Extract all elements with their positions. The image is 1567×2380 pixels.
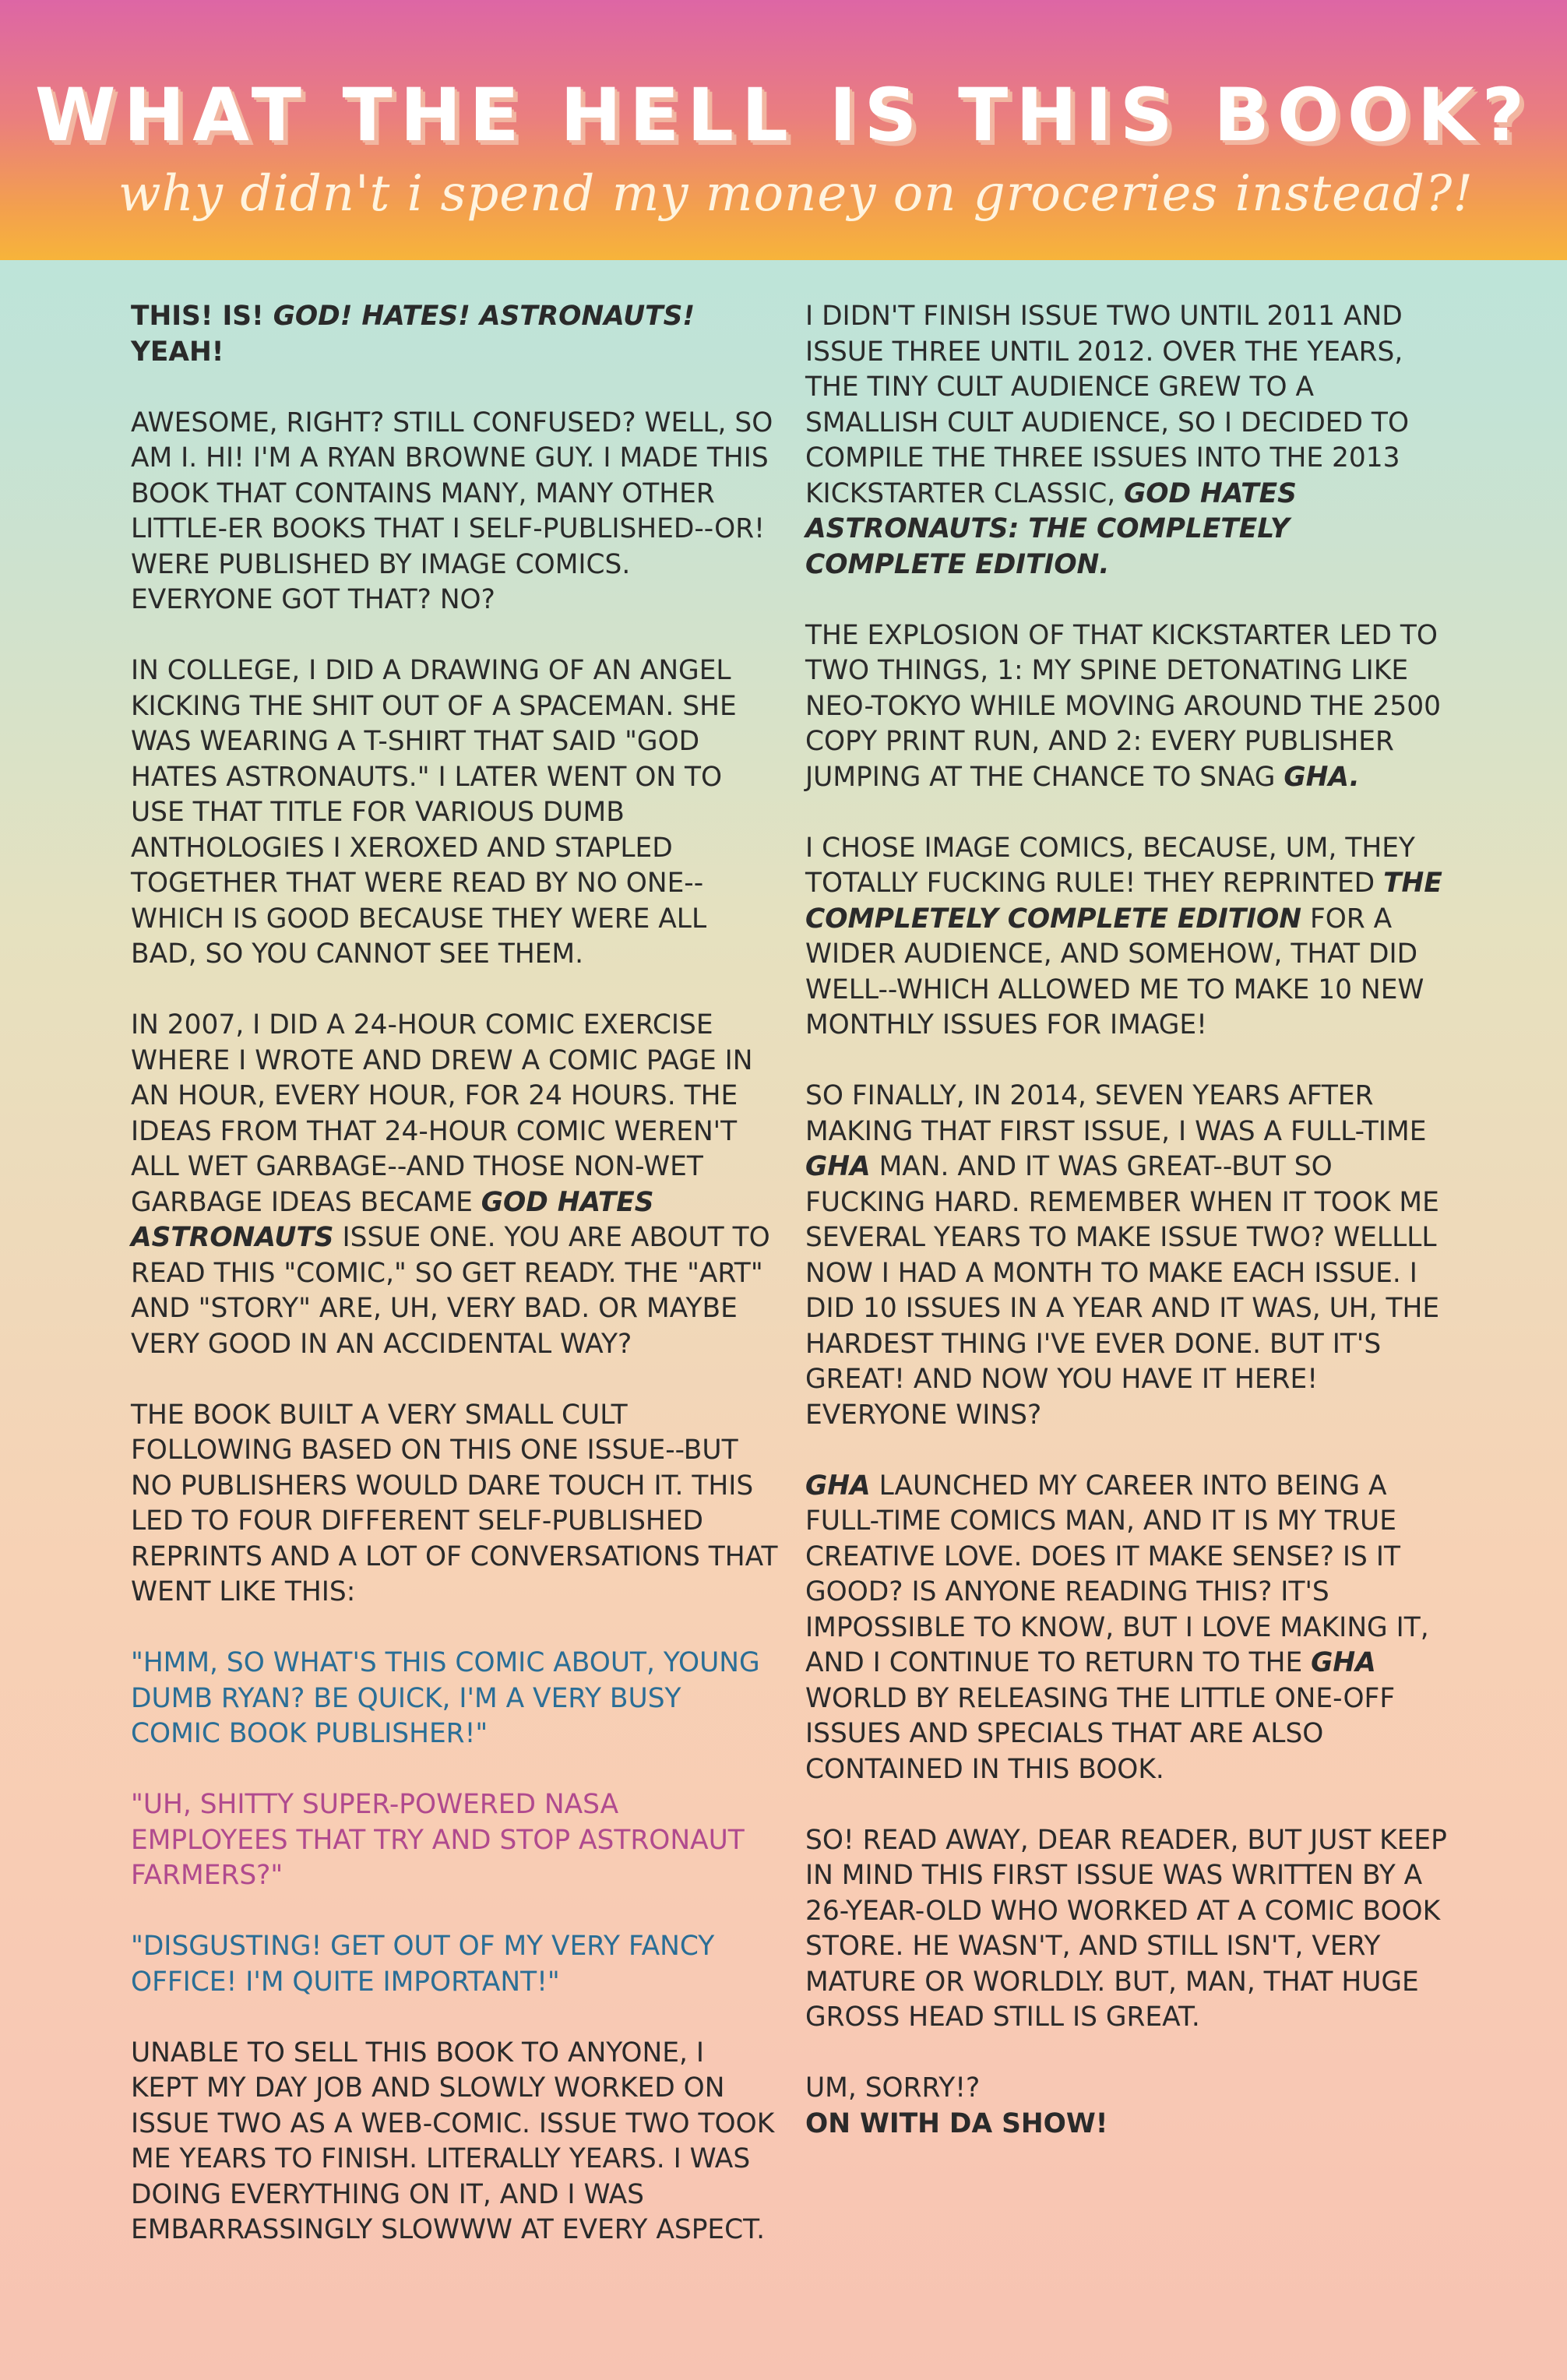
kickstarter-a: THE EXPLOSION OF THAT KICKSTARTER LED TO TWO THINGS, 1: MY SPINE DETONATING LIKE NEO-TOKYO WHILE MOVING AROUND THE 2500 COPY PRINT RUN, AND 2: EVERY PUBLISHER JUMPING AT THE CHANCE TO SNAG [805,619,1442,793]
kickstarter-gha: GHA. [1284,761,1360,793]
image-c: FOR A WIDER AUDIENCE, AND SOMEHOW, THAT DID WELL--WHICH ALLOWED ME TO MAKE 10 NEW MONTHLY ISSUES FOR IMAGE! [805,903,1424,1040]
closing-sorry: UM, SORRY!? [805,2072,981,2104]
issue-two-edition: GOD HATES ASTRONAUTS: THE COMPLETELY COMPLETE EDITION. [805,477,1297,580]
intro-paragraph [131,299,779,370]
paragraph-read-away: SO! READ AWAY, DEAR READER, BUT JUST KEEP IN MIND THIS FIRST ISSUE WAS WRITTEN BY A 26-YEAR-OLD WHO WORKED AT A COMIC BOOK STORE. HE WASN'T, AND STILL ISN'T, VERY MATURE OR WORLDLY. BUT, MAN, THAT HUGE GROSS HEAD STILL IS GREAT. [805,1824,1447,2033]
quote-publisher-2: "DISGUSTING! GET OUT OF MY VERY FANCY OFFICE! I'M QUITE IMPORTANT!" [131,1931,715,1998]
page-title: WHAT THE HELL IS THIS BOOK? [34,73,1533,158]
right-column [805,299,1453,2142]
left-column [131,299,779,2248]
paragraph-unable-to-sell: UNABLE TO SELL THIS BOOK TO ANYONE, I KEPT MY DAY JOB AND SLOWLY WORKED ON ISSUE TWO AS A WEB-COMIC. ISSUE TWO TOOK ME YEARS TO FINISH. LITERALLY YEARS. I WAS DOING EVERYTHING ON IT, AND I WAS EMBARRASSINGLY SLOWWW AT EVERY ASPECT. [131,2037,775,2245]
image-edition: THE COMPLETELY COMPLETE EDITION [805,868,1442,935]
intro-text-title: GOD! HATES! ASTRONAUTS! [273,301,695,332]
paragraph-image-comics [805,831,1453,1044]
p2007-a: IN 2007, I DID A 24-HOUR COMIC EXERCISE WHERE I WROTE AND DREW A COMIC PAGE IN AN HOUR, EVERY HOUR, FOR 24 HOURS. THE IDEAS FROM THAT 24-HOUR COMIC WEREN'T ALL WET GARBAGE--AND THOSE NON-WET GARBAGE IDEAS BECAME [131,1009,753,1218]
issue-two-a: I DIDN'T FINISH ISSUE TWO UNTIL 2011 AND ISSUE THREE UNTIL 2012. OVER THE YEARS, THE TINY CULT AUDIENCE GREW TO A SMALLISH CULT AUDIENCE, SO I DECIDED TO COMPILE THE THREE ISSUES INTO THE 2013 KICKSTARTER CLASSIC, [805,301,1410,509]
paragraph-2007 [131,1008,779,1362]
paragraph-cult-following: THE BOOK BUILT A VERY SMALL CULT FOLLOWING BASED ON THIS ONE ISSUE--BUT NO PUBLISHERS WOULD DARE TOUCH IT. THIS LED TO FOUR DIFFERENT SELF-PUBLISHED REPRINTS AND A LOT OF CONVERSATIONS THAT WENT LIKE THIS: [131,1399,778,1607]
career-d: WORLD BY RELEASING THE LITTLE ONE-OFF ISSUES AND SPECIALS THAT ARE ALSO CONTAINED IN THIS BOOK. [805,1682,1396,1785]
career-b: LAUNCHED MY CAREER INTO BEING A FULL-TIME COMICS MAN, AND IT IS MY TRUE CREATIVE LOVE. DOES IT MAKE SENSE? IS IT GOOD? IS ANYONE READING THIS? IT'S IMPOSSIBLE TO KNOW, BUT I LOVE MAKING IT, AND I CONTINUE TO RETURN TO THE [805,1470,1429,1678]
paragraph-closing [805,2071,1453,2142]
p2014-gha: GHA [805,1151,871,1182]
paragraph-career [805,1469,1453,1788]
p2007-title: GOD HATES ASTRONAUTS [131,1186,654,1253]
intro-text-c: YEAH! [131,336,224,368]
image-a: I CHOSE IMAGE COMICS, BECAUSE, UM, THEY TOTALLY FUCKING RULE! THEY REPRINTED [805,832,1415,899]
p2007-c: ISSUE ONE. YOU ARE ABOUT TO READ THIS "COMIC," SO GET READY. THE "ART" AND "STORY" ARE, UH, VERY BAD. OR MAYBE VERY GOOD IN AN ACCIDENTAL WAY? [131,1222,770,1360]
closing-show: ON WITH DA SHOW! [805,2107,1108,2139]
page-subtitle: why didn't i spend my money on groceries instead?! [118,165,1474,223]
intro-text-a: THIS! IS! [131,301,273,332]
paragraph-kickstarter [805,618,1453,796]
career-gha-1: GHA [805,1470,871,1502]
header-banner [0,0,1567,260]
p2014-a: SO FINALLY, IN 2014, SEVEN YEARS AFTER MAKING THAT FIRST ISSUE, I WAS A FULL-TIME [805,1080,1427,1147]
p2014-c: MAN. AND IT WAS GREAT--BUT SO FUCKING HARD. REMEMBER WHEN IT TOOK ME SEVERAL YEARS TO MAKE ISSUE TWO? WELLLL NOW I HAD A MONTH TO MAKE EACH ISSUE. I DID 10 ISSUES IN A YEAR AND IT WAS, UH, THE HARDEST THING I'VE EVER DONE. BUT IT'S GREAT! AND NOW YOU HAVE IT HERE! EVERYONE WINS? [805,1151,1440,1431]
quote-publisher-1: "HMM, SO WHAT'S THIS COMIC ABOUT, YOUNG DUMB RYAN? BE QUICK, I'M A VERY BUSY COMIC BOOK PUBLISHER!" [131,1647,760,1749]
career-gha-2: GHA [1311,1647,1376,1678]
paragraph-issue-two [805,299,1453,583]
paragraph-awesome: AWESOME, RIGHT? STILL CONFUSED? WELL, SO AM I. HI! I'M A RYAN BROWNE GUY. I MADE THIS BOOK THAT CONTAINS MANY, MANY OTHER LITTLE-ER BOOKS THAT I SELF-PUBLISHED--OR! WERE PUBLISHED BY IMAGE COMICS. EVERYONE GOT THAT? NO? [131,407,773,615]
paragraph-college: IN COLLEGE, I DID A DRAWING OF AN ANGEL KICKING THE SHIT OUT OF A SPACEMAN. SHE WAS WEARING A T-SHIRT THAT SAID "GOD HATES ASTRONAUTS." I LATER WENT ON TO USE THAT TITLE FOR VARIOUS DUMB ANTHOLOGIES I XEROXED AND STAPLED TOGETHER THAT WERE READ BY NO ONE--WHICH IS GOOD BECAUSE THEY WERE ALL BAD, SO YOU CANNOT SEE THEM. [131,655,737,970]
quote-ryan: "UH, SHITTY SUPER-POWERED NASA EMPLOYEES THAT TRY AND STOP ASTRONAUT FARMERS?" [131,1789,745,1891]
paragraph-2014 [805,1079,1453,1433]
